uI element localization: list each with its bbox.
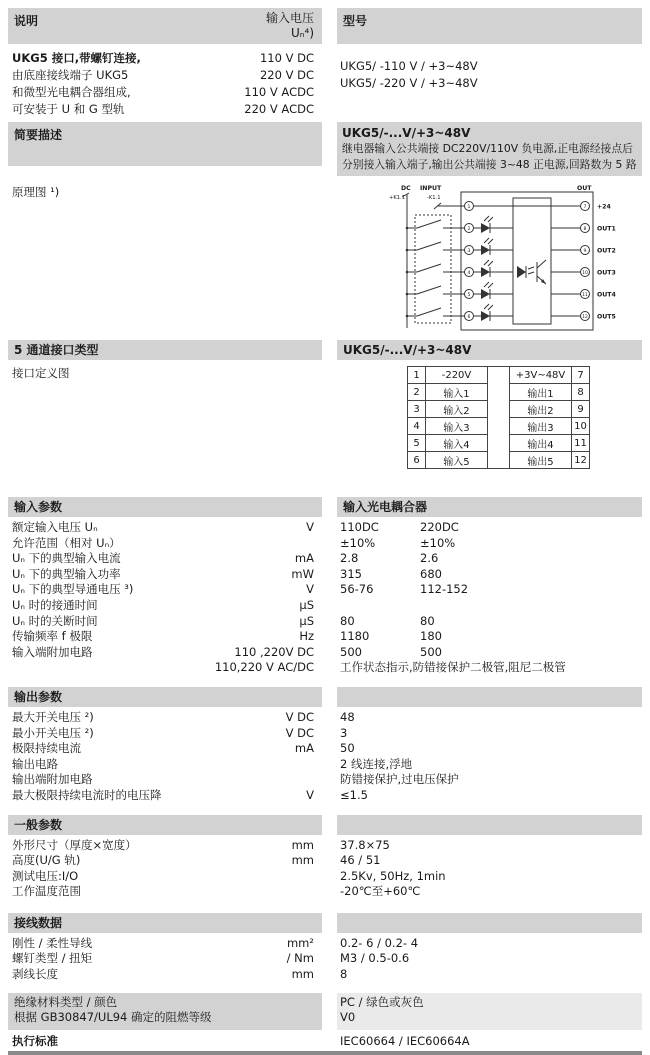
param-value-110: 工作状态指示,防错接保护二极管,阻尼二极管: [340, 660, 566, 675]
param-unit: V DC: [285, 709, 314, 724]
svg-text:9: 9: [583, 248, 587, 254]
param-unit: μS: [299, 597, 314, 612]
svg-text:OUT2: OUT2: [597, 247, 616, 255]
model-header-bar: [337, 8, 642, 44]
brief-description-block: [337, 122, 642, 176]
param-value: ≤1.5: [340, 787, 368, 802]
input-params-header: 输入参数: [8, 497, 322, 517]
param-row: [0, 936, 650, 952]
param-value: 8: [340, 967, 348, 982]
svg-text:1: 1: [467, 204, 471, 210]
table-gap-cell: [488, 418, 510, 435]
svg-text:7: 7: [583, 204, 587, 210]
input-voltage-value: 220 V DC: [259, 68, 314, 82]
param-unit: mm: [291, 853, 314, 868]
input-label: INPUT: [420, 185, 442, 192]
svg-text:3: 3: [467, 248, 471, 254]
param-value: 48: [340, 709, 355, 724]
param-unit: [314, 536, 322, 552]
brief-row: [0, 122, 650, 176]
input-voltage-line1: 输入电压: [265, 11, 314, 25]
left-terminal-number: 1: [408, 367, 426, 384]
param-label: 剥线长度: [12, 967, 58, 982]
param-unit: [314, 884, 322, 900]
left-terminal-label: 输入3: [426, 418, 488, 435]
param-unit: V: [306, 520, 314, 534]
description-label: UKG5 接口,带螺钉连接,: [12, 51, 141, 65]
param-value: 46 / 51: [340, 853, 381, 868]
right-terminal-label: 输出4: [510, 435, 572, 452]
param-label: 最大极限持续电流时的电压降: [12, 787, 162, 802]
param-label: 最小开关电压 ²): [12, 725, 94, 740]
spec-header-title: 说明: [14, 14, 39, 28]
param-unit: Hz: [299, 629, 314, 644]
interface-model-header: UKG5/-...V/+3~48V: [337, 340, 642, 360]
interface-header-row: [0, 340, 650, 360]
param-label: 螺钉类型 / 扭矩: [12, 951, 93, 966]
param-label: [8, 660, 12, 676]
terminal-table-row: [408, 384, 590, 401]
insulation-material-label: 绝缘材料类型 / 颜色: [14, 994, 118, 1009]
terminal-table-row: [408, 401, 590, 418]
param-value-220: 180: [420, 629, 442, 644]
right-terminal-label: 输出1: [510, 384, 572, 401]
param-unit: V DC: [285, 725, 314, 740]
insulation-labels: [8, 993, 322, 1030]
param-value-220: 680: [420, 566, 442, 581]
param-unit: 110 ,220V DC: [234, 644, 314, 659]
param-unit: mm: [291, 967, 314, 982]
param-row: [0, 598, 650, 614]
table-gap-cell: [488, 367, 510, 384]
param-row: [0, 629, 650, 645]
right-terminal-number: 9: [572, 401, 590, 418]
left-terminal-number: 6: [408, 452, 426, 469]
terminal-table-row: [408, 367, 590, 384]
description-row: [8, 67, 322, 84]
input-params-rows: [0, 517, 650, 681]
schematic-caption: 原理图 ¹): [12, 185, 60, 199]
standard-value: IEC60664 / IEC60664A: [340, 1033, 470, 1048]
param-value-220: 112-152: [420, 582, 469, 597]
param-row: [0, 567, 650, 583]
table-gap-cell: [488, 384, 510, 401]
param-unit: 110,220 V AC/DC: [214, 660, 314, 675]
param-row: [0, 536, 650, 552]
svg-text:OUT3: OUT3: [597, 269, 616, 277]
model-item: [337, 75, 642, 92]
output-labels: [597, 204, 617, 321]
brief-line-2: 分别接入输入端子,输出公共端接 3~48 正电源,回路数为 5 路: [342, 157, 637, 171]
insulation-material-value: PC / 绿色或灰色: [340, 994, 424, 1009]
param-row: [0, 551, 650, 567]
description-row: [8, 84, 322, 101]
input-channels: [406, 216, 581, 321]
description-label: 由底座接线端子 UKG5: [12, 68, 129, 82]
param-label: 输入端附加电路: [12, 644, 93, 659]
param-label: 传输频率 f 极限: [12, 629, 93, 644]
right-terminal-label: 输出3: [510, 418, 572, 435]
input-voltage-value: 110 V DC: [259, 51, 314, 65]
param-unit: mA: [294, 551, 314, 566]
param-row: [0, 757, 650, 773]
input-voltage-value: 110 V ACDC: [244, 85, 314, 99]
right-terminal-label: 输出2: [510, 401, 572, 418]
model-name: UKG5/ -220 V / +3~48V: [340, 76, 478, 90]
svg-text:+24: +24: [597, 203, 611, 211]
table-gap-cell: [488, 401, 510, 418]
param-row: [0, 520, 650, 536]
param-value-110: ±10%: [340, 535, 376, 550]
param-row: [0, 614, 650, 630]
svg-text:8: 8: [583, 226, 587, 232]
svg-text:11: 11: [582, 292, 588, 298]
param-value: 50: [340, 741, 355, 756]
left-terminal-label: 输入4: [426, 435, 488, 452]
brief-line-1: 继电器输入公共端接 DC220V/110V 负电源,正电源经接点后: [342, 142, 633, 155]
param-row: [0, 741, 650, 757]
model-name: UKG5/ -110 V / +3~48V: [340, 59, 478, 73]
terminal-table-row: [408, 452, 590, 469]
out-label: OUT: [577, 185, 592, 192]
left-terminal-number: 2: [408, 384, 426, 401]
brief-model-title: UKG5/-...V/+3~48V: [342, 126, 471, 140]
param-unit: μS: [299, 613, 314, 628]
param-value: 2 线连接,浮地: [340, 756, 413, 771]
input-voltage-line2: Uₙ⁴): [290, 26, 314, 40]
param-unit: [314, 772, 322, 788]
param-value: -20℃至+60℃: [340, 884, 421, 899]
left-terminal-number: 5: [408, 435, 426, 452]
param-row: [0, 951, 650, 967]
interface-caption: 接口定义图: [12, 366, 70, 380]
schematic-row: [0, 182, 650, 334]
right-terminal-number: 8: [572, 384, 590, 401]
param-row: [0, 884, 650, 900]
output-params-rows: [0, 707, 650, 809]
left-terminals: [465, 202, 474, 321]
param-unit: / Nm: [286, 951, 314, 966]
param-value-110: 1180: [340, 629, 370, 644]
param-value-220: 500: [420, 644, 442, 659]
terminal-table-row: [408, 418, 590, 435]
svg-text:OUT5: OUT5: [597, 313, 616, 321]
param-unit: [314, 757, 322, 773]
top-header-row: [0, 8, 650, 44]
output-params-header-right: [337, 687, 642, 707]
svg-text:5: 5: [467, 292, 471, 298]
param-value-110: 80: [340, 613, 355, 628]
param-unit: V: [306, 787, 314, 802]
terminal-assignment-table: [407, 366, 590, 469]
terminal-table-row: [408, 435, 590, 452]
param-row: [0, 853, 650, 869]
param-row: [0, 645, 650, 661]
plus-terminal-label: +K1.1: [389, 195, 405, 201]
param-value: M3 / 0.5-0.6: [340, 951, 410, 966]
param-value: 37.8×75: [340, 837, 390, 852]
svg-text:OUT1: OUT1: [597, 225, 616, 233]
right-terminals: [581, 202, 590, 321]
param-row: [0, 710, 650, 726]
flammability-value: V0: [340, 1010, 356, 1025]
param-row: [0, 582, 650, 598]
param-value-110: 56-76: [340, 582, 374, 597]
svg-text:6: 6: [467, 314, 471, 320]
svg-text:12: 12: [582, 314, 588, 320]
description-label: 和微型光电耦合器组成,: [12, 85, 131, 99]
param-value-110: 500: [340, 644, 362, 659]
input-params-header-row: [0, 497, 650, 517]
wiring-header-row: [0, 913, 650, 933]
param-label: Uₙ 下的典型输入功率: [12, 566, 121, 581]
param-label: 刚性 / 柔性导线: [12, 935, 93, 950]
model-header-title: 型号: [343, 14, 368, 28]
general-params-header: 一般参数: [8, 815, 322, 835]
param-value: 0.2- 6 / 0.2- 4: [340, 935, 419, 950]
param-unit: mm²: [286, 935, 314, 950]
param-label: 额定输入电压 Uₙ: [12, 520, 98, 534]
param-row: [0, 869, 650, 885]
table-gap-cell: [488, 435, 510, 452]
param-value-110: [340, 598, 420, 614]
svg-text:4: 4: [467, 270, 471, 276]
param-row: [0, 967, 650, 983]
model-item: [337, 58, 642, 75]
wiring-header: 接线数据: [8, 913, 322, 933]
param-unit: [314, 869, 322, 885]
wiring-rows: [0, 933, 650, 988]
param-label: 工作温度范围: [12, 884, 81, 899]
param-value-220: ±10%: [420, 535, 456, 550]
input-voltage-header: [266, 11, 314, 41]
description-model-row: [0, 44, 650, 122]
output-params-header: 输出参数: [8, 687, 322, 707]
right-terminal-label: +3V~48V: [510, 367, 572, 384]
input-optocoupler-header: 输入光电耦合器: [337, 497, 642, 517]
param-row: [0, 726, 650, 742]
bottom-rule: [8, 1051, 642, 1055]
right-terminal-number: 10: [572, 418, 590, 435]
param-label: 极限持续电流: [12, 741, 81, 756]
param-value: 3: [340, 725, 348, 740]
param-row: [0, 772, 650, 788]
product-description-list: [8, 50, 322, 118]
param-label: Uₙ 下的典型导通电压 ³): [12, 582, 134, 597]
left-terminal-number: 4: [408, 418, 426, 435]
flammability-label: 根据 GB30847/UL94 确定的阻燃等级: [14, 1010, 212, 1025]
model-list: [337, 50, 642, 118]
param-value-220: 220DC: [420, 520, 459, 534]
param-label: 高度(U/G 轨): [12, 853, 81, 868]
left-terminal-label: -220V: [426, 367, 488, 384]
insulation-values: [337, 993, 642, 1030]
param-row: [0, 660, 650, 676]
param-value: 防错接保护,过电压保护: [340, 772, 459, 787]
param-label: Uₙ 时的接通时间: [12, 597, 98, 612]
param-unit: mm: [291, 837, 314, 852]
insulation-band: [0, 993, 650, 1030]
brief-header-bar: 简要描述: [8, 122, 322, 166]
param-value-110: 110DC: [340, 520, 379, 534]
param-value-110: 315: [340, 566, 362, 581]
description-row: [8, 101, 322, 118]
description-row: [8, 50, 322, 67]
svg-text:2: 2: [467, 226, 471, 232]
left-terminal-label: 输入2: [426, 401, 488, 418]
left-terminal-label: 输入5: [426, 452, 488, 469]
right-terminal-number: 7: [572, 367, 590, 384]
param-value-220: 2.6: [420, 551, 439, 566]
table-gap-cell: [488, 452, 510, 469]
output-params-header-row: [0, 687, 650, 707]
param-row: [0, 838, 650, 854]
param-label: 测试电压:I/O: [12, 868, 79, 883]
svg-text:OUT4: OUT4: [597, 291, 616, 299]
param-value: 2.5Kv, 50Hz, 1min: [340, 868, 446, 883]
param-label: Uₙ 时的关断时间: [12, 613, 98, 628]
left-terminal-label: 输入1: [426, 384, 488, 401]
general-params-header-row: [0, 815, 650, 835]
spec-header-bar: [8, 8, 322, 44]
left-terminal-number: 3: [408, 401, 426, 418]
param-label: 最大开关电压 ²): [12, 709, 94, 724]
interface-type-header: 5 通道接口类型: [8, 340, 322, 360]
param-value-110: 2.8: [340, 551, 359, 566]
circuit-diagram: [389, 182, 649, 334]
param-label: 外形尺寸（厚度×宽度）: [12, 837, 137, 852]
param-unit: mW: [291, 566, 314, 581]
interface-content-row: [0, 360, 650, 479]
description-label: 可安装于 U 和 G 型轨: [12, 102, 125, 116]
param-row: [0, 788, 650, 804]
param-label: 输出电路: [12, 756, 58, 771]
param-unit: mA: [294, 741, 314, 756]
general-params-header-right: [337, 815, 642, 835]
svg-text:10: 10: [582, 270, 588, 276]
dc-label: DC: [401, 185, 411, 192]
standard-row: [0, 1033, 650, 1049]
minus-terminal-label: -K1.1: [427, 195, 441, 201]
right-terminal-label: 输出5: [510, 452, 572, 469]
wiring-header-right: [337, 913, 642, 933]
right-terminal-number: 12: [572, 452, 590, 469]
general-params-rows: [0, 835, 650, 905]
standard-label: 执行标准: [12, 1033, 58, 1048]
param-unit: V: [306, 582, 314, 597]
param-value-220: 80: [420, 613, 435, 628]
param-label: Uₙ 下的典型输入电流: [12, 551, 121, 566]
optocoupler-symbol: [517, 260, 546, 284]
param-label: 允许范围（相对 Uₙ）: [12, 535, 121, 550]
input-voltage-value: 220 V ACDC: [244, 102, 314, 116]
right-terminal-number: 11: [572, 435, 590, 452]
param-label: 输出端附加电路: [12, 772, 93, 787]
